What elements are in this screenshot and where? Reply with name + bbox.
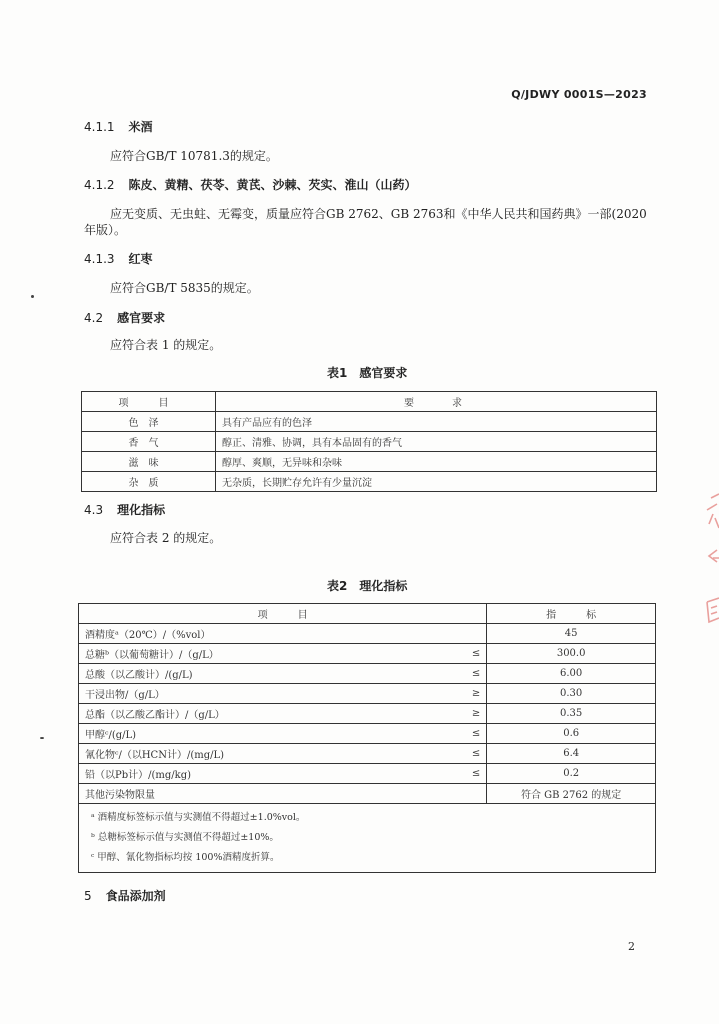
table-cell-item: 总酯（以乙酸乙酯计）/（g/L） [79, 704, 455, 724]
table-cell-symbol [454, 624, 487, 644]
table-header-cell: 要 求 [216, 392, 657, 412]
table-cell-value: 0.35 [487, 704, 656, 724]
table-cell-requirement: 醇正、清雅、协调，具有本品固有的香气 [216, 432, 657, 452]
table-cell-value: 0.30 [487, 684, 656, 704]
section-heading-4-3 [84, 501, 165, 518]
section-title: 感官要求 [117, 311, 166, 325]
section-heading-5 [84, 887, 166, 904]
section-text-4-1-3: 应符合GB/T 5835的规定。 [110, 281, 259, 295]
table-row [79, 704, 656, 724]
table-row [79, 684, 656, 704]
table-cell-item: 总糖ᵇ（以葡萄糖计）/（g/L） [79, 644, 455, 664]
section-heading-4-1-2 [84, 176, 417, 193]
table-cell-item: 干浸出物/（g/L） [79, 684, 455, 704]
table-cell-value: 45 [487, 624, 656, 644]
table-header-cell: 指 标 [487, 604, 656, 624]
table-header-cell: 项 目 [82, 392, 216, 412]
table-row [79, 764, 656, 784]
section-number: 4.2 [84, 311, 104, 325]
table-header-row [79, 604, 656, 624]
section-heading-4-2 [84, 309, 165, 326]
table-cell-symbol [454, 784, 487, 804]
table-row [82, 432, 657, 452]
table-row [79, 784, 656, 804]
table-cell-item: 色泽 [82, 412, 216, 432]
table-cell-value: 6.4 [487, 744, 656, 764]
section-number: 4.1.2 [84, 178, 115, 192]
table-cell-item: 铅（以Pb计）/(mg/kg) [79, 764, 455, 784]
table-notes [79, 804, 656, 873]
table2-caption: 表2 理化指标 [327, 579, 408, 593]
table-cell-item: 甲醇ᶜ/(g/L) [79, 724, 455, 744]
scan-speck [31, 295, 34, 298]
section-text-4-2: 应符合表 1 的规定。 [110, 338, 222, 352]
scan-speck [40, 737, 44, 739]
section-text-4-3: 应符合表 2 的规定。 [110, 531, 222, 545]
table-cell-item: 滋味 [82, 452, 216, 472]
document-code: Q/JDWY 0001S—2023 [511, 88, 647, 101]
table-cell-value: 符合 GB 2762 的规定 [487, 784, 656, 804]
table-cell-symbol: ≤ [454, 744, 487, 764]
section-number: 5 [84, 889, 92, 903]
section-title: 米酒 [128, 120, 153, 134]
section-title: 红枣 [128, 252, 153, 266]
table-cell-item: 杂质 [82, 472, 216, 492]
table-header-row [82, 392, 657, 412]
section-text-4-1-2-line1: 应无变质、无虫蛀、无霉变，质量应符合GB 2762、GB 2763和《中华人民共和国药典》一部(2020 [110, 207, 647, 221]
table-note: ᶜ 甲醇、氰化物指标均按 100%酒精度折算。 [91, 852, 280, 863]
section-number: 4.1.3 [84, 252, 115, 266]
section-heading-4-1-3 [84, 250, 153, 267]
section-text-4-1-2-line2: 年版）。 [84, 223, 127, 237]
section-title: 食品添加剂 [105, 889, 166, 903]
table-cell-value: 0.2 [487, 764, 656, 784]
table-cell-item: 氰化物ᶜ/（以HCN计）/(mg/L) [79, 744, 455, 764]
table-row [82, 452, 657, 472]
table-note: ᵇ 总糖标签标示值与实测值不得超过±10%。 [91, 832, 279, 843]
table-note: ᵃ 酒精度标签标示值与实测值不得超过±1.0%vol。 [91, 812, 306, 823]
table-cell-value: 6.00 [487, 664, 656, 684]
table-cell-symbol: ≤ [454, 644, 487, 664]
table-cell-requirement: 具有产品应有的色泽 [216, 412, 657, 432]
table-cell-item: 总酸（以乙酸计）/(g/L) [79, 664, 455, 684]
section-heading-4-1-1 [84, 118, 153, 135]
section-title: 陈皮、黄精、茯苓、黄芪、沙棘、芡实、淮山（山药） [128, 178, 417, 192]
table-cell-value: 0.6 [487, 724, 656, 744]
table-row [82, 412, 657, 432]
table-cell-requirement: 醇厚、爽顺，无异味和杂味 [216, 452, 657, 472]
red-stamp-fragment [697, 490, 719, 640]
table-cell-symbol: ≥ [454, 704, 487, 724]
table-cell-symbol: ≤ [454, 664, 487, 684]
table-row [79, 744, 656, 764]
physicochemical-table [78, 603, 656, 873]
table-row [82, 472, 657, 492]
section-number: 4.1.1 [84, 120, 115, 134]
sensory-table [81, 391, 657, 492]
section-text-4-1-1: 应符合GB/T 10781.3的规定。 [110, 149, 278, 163]
table-cell-value: 300.0 [487, 644, 656, 664]
table-cell-item: 香气 [82, 432, 216, 452]
table-cell-symbol: ≤ [454, 764, 487, 784]
table-header-cell: 项 目 [79, 604, 487, 624]
table-row [79, 644, 656, 664]
table-row [79, 624, 656, 644]
table-row [79, 664, 656, 684]
section-title: 理化指标 [117, 503, 166, 517]
table1-caption: 表1 感官要求 [327, 366, 408, 380]
table-cell-item: 酒精度ᵃ（20℃）/（%vol） [79, 624, 455, 644]
table-notes-row [79, 804, 656, 873]
table-cell-item: 其他污染物限量 [79, 784, 455, 804]
table-row [79, 724, 656, 744]
section-number: 4.3 [84, 503, 104, 517]
table-cell-requirement: 无杂质，长期贮存允许有少量沉淀 [216, 472, 657, 492]
table-cell-symbol: ≤ [454, 724, 487, 744]
page-number: 2 [628, 940, 635, 953]
table-cell-symbol: ≥ [454, 684, 487, 704]
